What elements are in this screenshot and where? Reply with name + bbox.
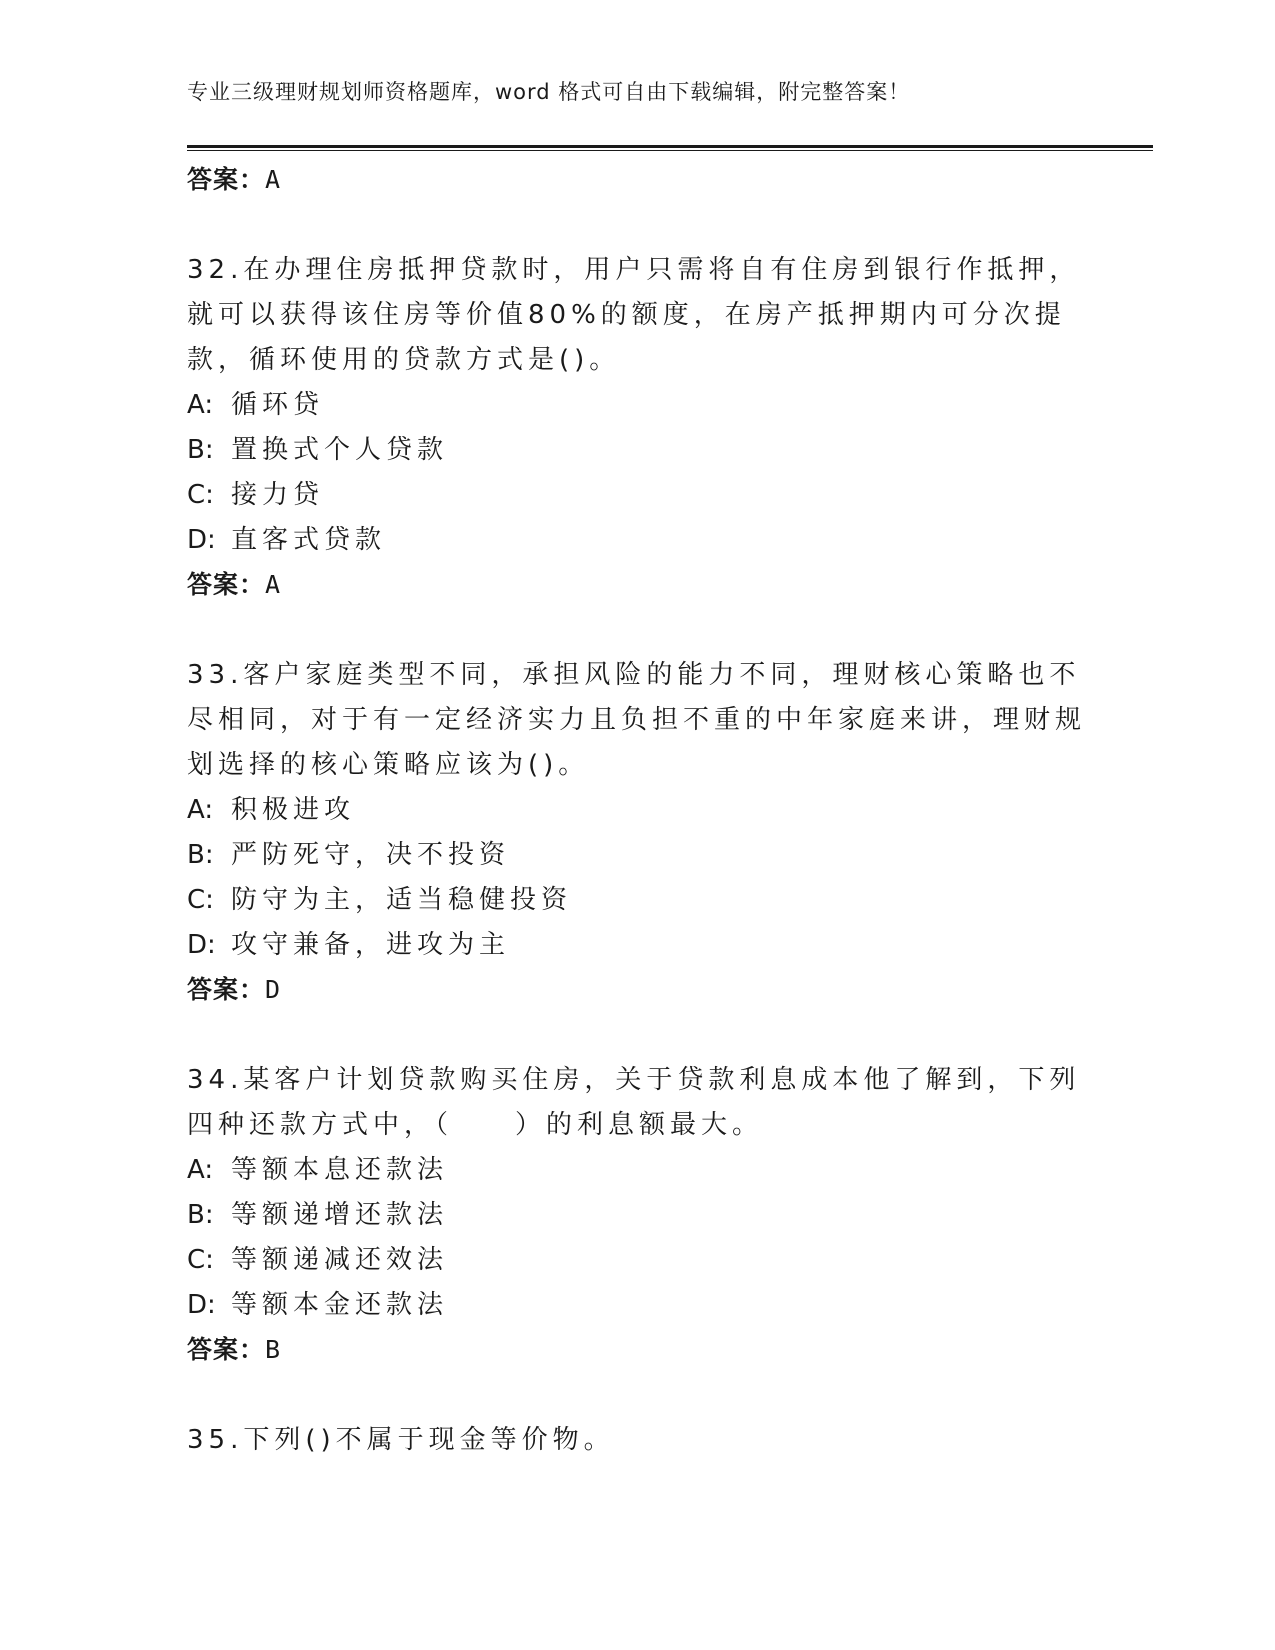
question-text: 35.下列()不属于现金等价物。 (187, 1425, 615, 1455)
option-key: A: (187, 390, 214, 420)
option-text: 等额递减还效法 (231, 1245, 449, 1275)
spacer (187, 607, 1087, 653)
option-text: 循环贷 (231, 390, 325, 420)
option-text: 攻守兼备，进攻为主 (231, 930, 511, 960)
answer-line (187, 968, 1087, 1012)
spacer (187, 202, 1087, 248)
answer-label: 答案： (187, 570, 266, 599)
option-text: 防守为主，适当稳健投资 (231, 885, 573, 915)
option-text: 等额递增还款法 (231, 1200, 449, 1230)
header-divider-thick (187, 145, 1153, 148)
spacer (187, 1372, 1087, 1418)
option-b (187, 428, 1087, 473)
answer-label: 答案： (187, 975, 266, 1004)
spacer (187, 1012, 1087, 1058)
answer-line (187, 1328, 1087, 1372)
option-c (187, 878, 1087, 923)
option-text: 积极进攻 (231, 795, 356, 825)
answer-value: A (265, 570, 282, 599)
option-key: B: (187, 435, 214, 465)
option-text: 等额本金还款法 (231, 1290, 449, 1320)
option-d (187, 923, 1087, 968)
option-a (187, 383, 1087, 428)
header-divider-thin (187, 150, 1153, 151)
page-content (187, 158, 1087, 1463)
answer-value: B (265, 1335, 282, 1364)
option-key: B: (187, 1200, 214, 1230)
option-c (187, 473, 1087, 518)
answer-line (187, 563, 1087, 607)
answer-value: D (265, 975, 282, 1004)
option-key: A: (187, 795, 214, 825)
option-c (187, 1238, 1087, 1283)
option-key: C: (187, 1245, 214, 1275)
option-text: 接力贷 (231, 480, 325, 510)
answer-label: 答案： (187, 165, 266, 194)
option-text: 置换式个人贷款 (231, 435, 449, 465)
option-key: D: (187, 525, 216, 555)
option-d (187, 518, 1087, 563)
option-key: A: (187, 1155, 214, 1185)
question-text: 32.在办理住房抵押贷款时，用户只需将自有住房到银行作抵押，就可以获得该住房等价值80%的额度，在房产抵押期内可分次提款，循环使用的贷款方式是()。 (187, 255, 1081, 375)
option-b (187, 1193, 1087, 1238)
option-key: C: (187, 885, 214, 915)
option-d (187, 1283, 1087, 1328)
question-text: 33.客户家庭类型不同，承担风险的能力不同，理财核心策略也不尽相同，对于有一定经济实力且负担不重的中年家庭来讲，理财规划选择的核心策略应该为()。 (187, 660, 1087, 780)
option-key: D: (187, 930, 216, 960)
answer-line (187, 158, 1087, 202)
option-text: 直客式贷款 (231, 525, 387, 555)
option-b (187, 833, 1087, 878)
question-text: 34.某客户计划贷款购买住房，关于贷款利息成本他了解到，下列四种还款方式中，（ ）的利息额最大。 (187, 1065, 1081, 1140)
option-text: 等额本息还款法 (231, 1155, 449, 1185)
answer-label: 答案： (187, 1335, 266, 1364)
answer-value: A (265, 165, 282, 194)
option-a (187, 1148, 1087, 1193)
option-text: 严防死守，决不投资 (231, 840, 511, 870)
option-key: D: (187, 1290, 216, 1320)
option-key: B: (187, 840, 214, 870)
option-a (187, 788, 1087, 833)
page-header: 专业三级理财规划师资格题库，word 格式可自由下载编辑，附完整答案！ (187, 80, 911, 104)
option-key: C: (187, 480, 214, 510)
